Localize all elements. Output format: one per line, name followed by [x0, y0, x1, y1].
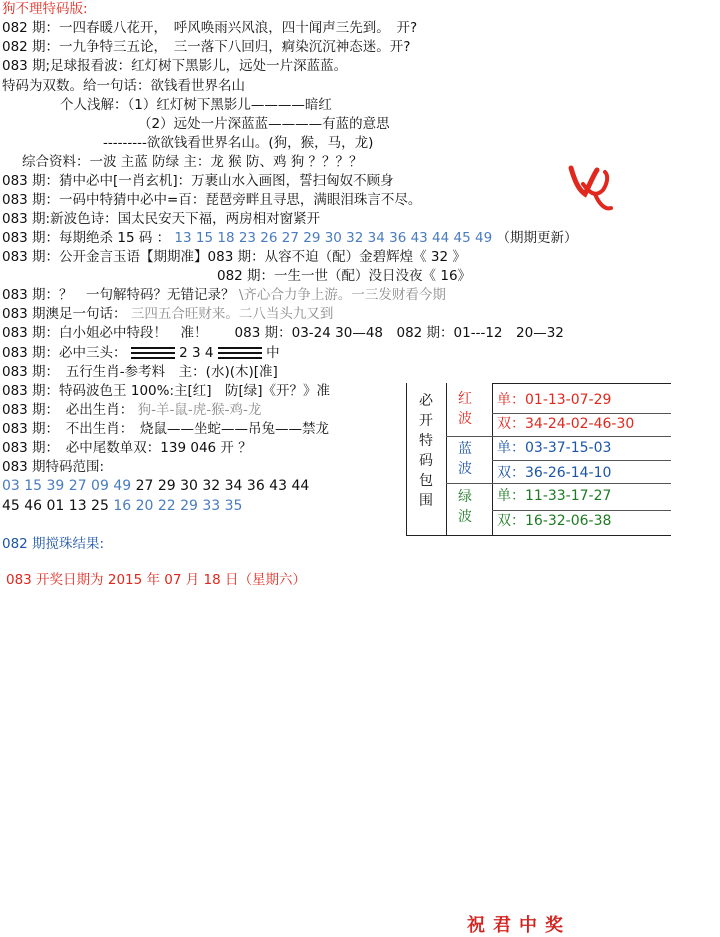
line-083-one-sentence — [2, 286, 446, 304]
line-range-row-2 — [2, 497, 242, 515]
line-083-white-lady: 083 期：白小姐必中特段！ 准！ 083 期：03-24 30—48 082 期：01---12 20—32 — [2, 325, 564, 341]
one-sentence-label: 083 期：？ 一句解特码？无错记录？ — [2, 287, 235, 303]
red-brush-logo-icon — [565, 160, 615, 216]
kill-update: （期期更新） — [496, 230, 578, 246]
line-083-must-zodiac — [2, 401, 261, 419]
one-sentence-text: \齐心合力争上游。一三发财看今期 — [238, 287, 446, 303]
line-083-golden-words: 083 期：公开金言玉语【期期准】083 期：从容不迫（配）金碧辉煌《 32 》 — [2, 249, 466, 265]
aussie-label: 083 期澳足一句话： — [2, 306, 127, 322]
line-082-golden-words: 082 期：一生一世（配）没日没夜《 16》 — [217, 268, 472, 284]
aussie-text: 三四五合旺财来。二八当头九又到 — [130, 306, 334, 322]
three-heads-numbers: 2 3 4 — [179, 345, 214, 361]
range-row-1-dark: 27 29 30 32 34 36 43 44 — [135, 478, 310, 494]
kill-label: 083 期：每期绝杀 15 码 ： — [2, 230, 171, 246]
line-summary: 综合资料：一波 主蓝 防绿 主：龙 猴 防、鸡 狗 ？？？？ — [22, 154, 363, 170]
range-row-1-light: 03 15 39 27 09 49 — [2, 478, 132, 494]
label-char: 包 — [419, 473, 433, 489]
line-083-five-elements: 083 期： 五行生肖-参考料 主：(水)(木)[准] — [2, 364, 278, 380]
red-double-cell: 双：34-24-02-46-30 — [497, 416, 635, 432]
label-char: 特 — [419, 433, 433, 449]
line-083-wave-king: 083 期：特码波色王 100%:主[红] 防[绿]《开？》准 — [2, 383, 331, 399]
line-even-hint: 特码为双数。给一句话：欲钱看世界名山 — [2, 78, 245, 94]
green-single-cell: 单：11-33-17-27 — [497, 488, 612, 504]
line-083-wave-poem: 083 期:新波色诗：国太民安天下福，两房相对窗紧开 — [2, 211, 321, 227]
must-zodiac-list: 狗-羊-鼠-虎-猴-鸡-龙 — [137, 402, 262, 418]
blue-double-cell: 双：36-26-14-10 — [497, 465, 612, 481]
line-083-range-label: 083 期特码范围: — [2, 459, 105, 475]
red-single-cell: 单：01-13-07-29 — [497, 392, 612, 408]
must-zodiac-label: 083 期： 必出生肖： — [2, 402, 134, 418]
line-083-three-heads — [2, 344, 280, 362]
page-header: 狗不理特码版: — [2, 1, 88, 17]
line-083-no-zodiac: 083 期： 不出生肖： 烧鼠——坐蛇——吊兔——禁龙 — [2, 421, 330, 437]
line-083-aussie — [2, 305, 333, 323]
range-row-2-light: 16 20 22 29 33 35 — [113, 498, 243, 514]
good-luck-footer: 祝君中奖 — [467, 915, 571, 936]
label-char: 码 — [419, 453, 433, 469]
green-double-cell: 双：16-32-06-38 — [497, 513, 612, 529]
line-personal-3: ---------欲欲钱看世界名山。(狗，猴，马，龙) — [103, 135, 374, 151]
line-083-guess: 083 期：猜中必中[一肖玄机]：万裹山水入画图，誓扫匈奴不顾身 — [2, 173, 394, 189]
label-char: 围 — [419, 493, 433, 509]
line-personal-2: （2）远处一片深蓝蓝————有蓝的意思 — [138, 116, 390, 132]
blue-single-cell: 单：03-37-15-03 — [497, 440, 612, 456]
line-083-football: 083 期;足球报看波：红灯树下黑影儿，远处一片深蓝蓝。 — [2, 58, 348, 74]
line-083-one-code: 083 期：一码中特猜中必中=百：琵琶旁畔且寻思，满眼泪珠言不尽。 — [2, 192, 422, 208]
line-082-poem-1: 082 期：一四春暖八花开， 呼风唤雨兴风浪，四十闻声三先到。 开? — [2, 20, 418, 36]
red-wave-label: 红 波 — [458, 391, 472, 427]
line-083-kill-15 — [2, 229, 577, 247]
label-char: 开 — [419, 413, 433, 429]
line-range-row-1 — [2, 477, 309, 495]
line-082-draw-result: 082 期搅珠结果: — [2, 536, 105, 552]
line-082-poem-2: 082 期：一九争特三五论， 三一落下八回归，痾染沉沉神态迷。开? — [2, 39, 411, 55]
three-heads-suffix: 中 — [266, 345, 280, 361]
wave-table — [406, 383, 671, 536]
kill-numbers: 13 15 18 23 26 27 29 30 32 34 36 43 44 45 49 — [174, 230, 493, 246]
blue-wave-label: 蓝 波 — [458, 441, 472, 477]
triple-bar-icon — [131, 347, 175, 359]
wave-table-label — [417, 391, 435, 511]
label-char: 必 — [419, 393, 433, 409]
line-083-tail-numbers: 083 期： 必中尾数单双：139 046 开 ？ — [2, 440, 252, 456]
triple-bar-icon — [218, 347, 262, 359]
line-083-draw-date: 083 开奖日期为 2015 年 07 月 18 日（星期六） — [6, 572, 307, 588]
line-personal-1: 个人浅解：（1）红灯树下黑影儿————暗红 — [60, 97, 332, 113]
range-row-2-dark: 45 46 01 13 25 — [2, 498, 109, 514]
green-wave-label: 绿 波 — [458, 489, 472, 525]
three-heads-label: 083 期：必中三头： — [2, 345, 127, 361]
